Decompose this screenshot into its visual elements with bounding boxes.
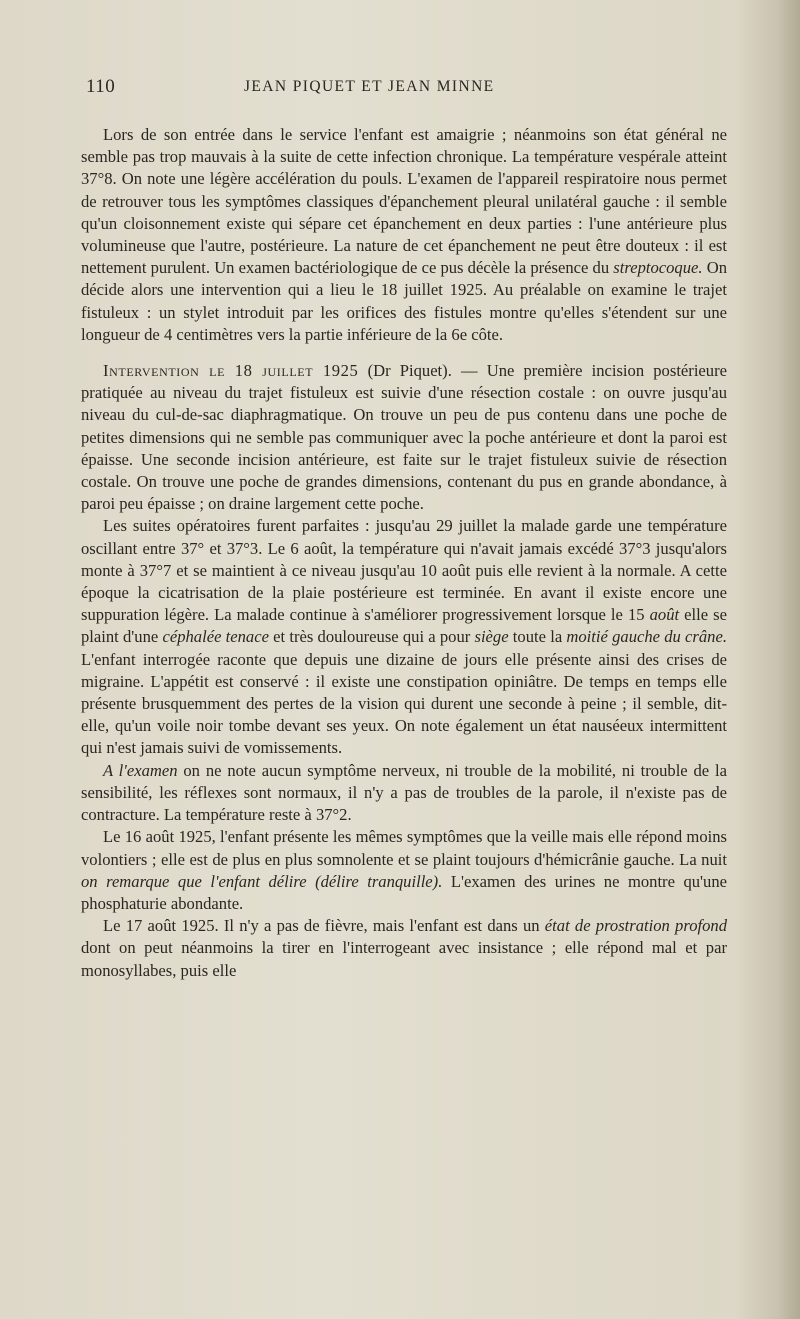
paragraph-admission: Lors de son entrée dans le service l'enfant est amaigrie ; néanmoins son état général ne semble pas trop mauvais à la suite de cette infection chronique. La température vespérale atteint 37°8. On note une légère accélération du pouls. L'examen de l'appareil respiratoire nous permet de retrouver tous les symptômes classiques d'épanchement pleural unilatéral gauche : il semble qu'un cloisonnement existe qui sépare cet épanchement en deux parties : l'une antérieure plus volumineuse que l'autre, postérieure. La nature de cet épanchement ne peut être douteux : il est nettement purulent. Un examen bactériologique de ce pus décèle la présence du streptocoque. On décide alors une intervention qui a lieu le 18 juillet 1925. Au préalable on examine le trajet fistuleux : un stylet introduit par les orifices des fistules montre qu'elles s'étendent sur une longueur de 4 centimètres vers la partie inférieure de la 6e côte. xyxy=(81,125,727,344)
italic-term: streptocoque. xyxy=(613,258,703,278)
running-head: JEAN PIQUET ET JEAN MINNE xyxy=(244,78,495,95)
page-number: 110 xyxy=(86,76,116,97)
paragraph-intervention: Intervention le 18 juillet 1925 (Dr Piquet). — Une première incision postérieure pratiquée au niveau du trajet fistuleux est suivie d'une résection costale : on ouvre jusqu'au niveau du cul-de-sac diaphragmatique. On trouve un peu de pus contenu dans une poche de petites dimensions qui ne semble pas communiquer avec la poche antérieure et dont la paroi est épaisse. Une seconde incision antérieure, est faite sur le trajet fistuleux suivie de résection costale. On trouve une poche de grandes dimensions, contenant du pus en grande abondance, à paroi peu épaisse ; on draine largement cette poche. xyxy=(81,361,727,514)
page-header xyxy=(86,76,728,106)
body-text xyxy=(81,124,727,982)
page-edge-shadow xyxy=(778,0,800,1319)
paragraph-august-16: Le 16 août 1925, l'enfant présente les mêmes symptômes que la veille mais elle répond moins volontiers ; elle est de plus en plus somnolente et se plaint toujours d'hémicrânie gauche. La nuit on remarque que l'enfant délire (délire tranquille). L'examen des urines ne montre qu'une phosphaturie abondante. xyxy=(81,827,727,913)
paragraph-examination: A l'examen on ne note aucun symptôme nerveux, ni trouble de la mobilité, ni trouble de la sensibilité, les réflexes sont normaux, il n'y a pas de troubles de la parole, il n'existe pas de contracture. La température reste à 37°2. xyxy=(81,760,727,825)
paragraph-august-17: Le 17 août 1925. Il n'y a pas de fièvre, mais l'enfant est dans un état de prostration profond dont on peut néanmoins la tirer en l'interrogeant avec insistance ; elle répond mal et par monosyllabes, puis elle xyxy=(81,916,727,980)
paragraph-postoperative: Les suites opératoires furent parfaites : jusqu'au 29 juillet la malade garde une température oscillant entre 37° et 37°3. Le 6 août, la température qui n'avait jamais excédé 37°3 jusqu'alors monte à 37°7 et se maintient à ce niveau jusqu'au 10 août puis elle revient à la normale. A cette époque la cicatrisation de la plaie postérieure est terminée. En avant il existe encore une suppuration légère. La malade continue à s'améliorer progressivement lorsque le 15 août elle se plaint d'une céphalée tenace et très douloureuse qui a pour siège toute la moitié gauche du crâne. L'enfant interrogée raconte que depuis une dizaine de jours elle présente ainsi des crises de migraine. L'appétit est conservé : il existe une constipation opiniâtre. De temps en temps elle présente brusquemment des pertes de la vision qui durent une seconde à peine ; il semble, dit-elle, qu'un voile noir tombe devant ses yeux. On note également un état nauséeux intermittent qui n'est jamais suivi de vomissements. xyxy=(81,516,727,758)
section-lead: Intervention le 18 juillet 1925 xyxy=(103,361,359,381)
